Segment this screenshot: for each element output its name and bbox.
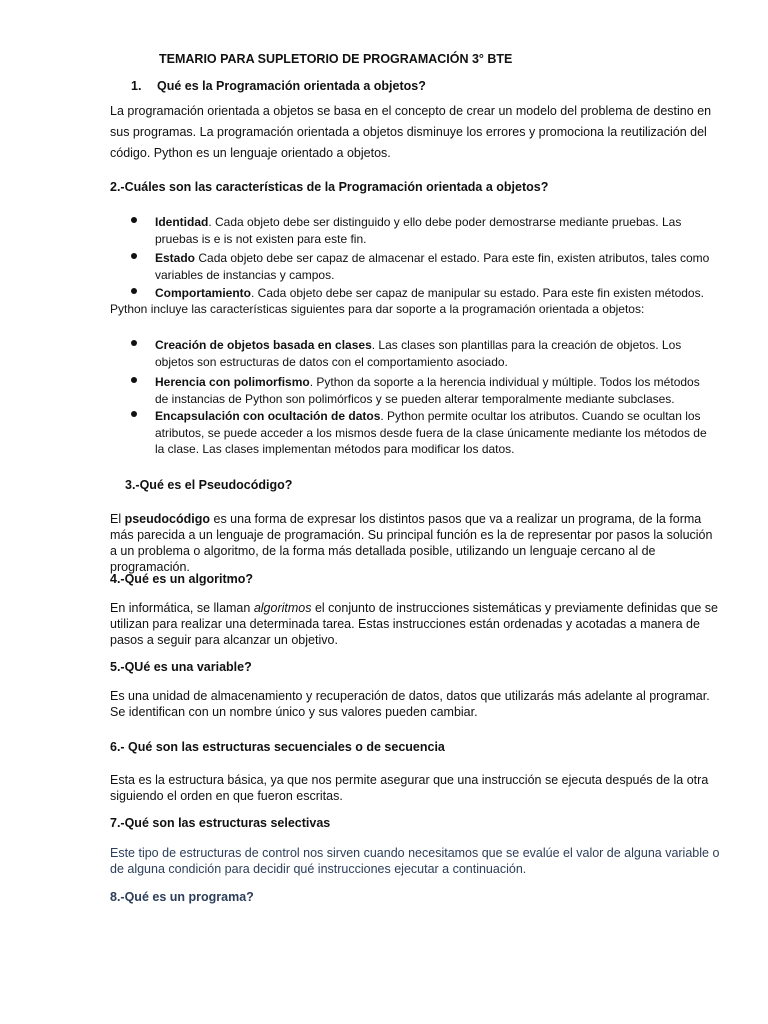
bullet-dot bbox=[131, 253, 137, 259]
answer-term: algoritmos bbox=[253, 601, 312, 615]
bullet-term: Creación de objetos basada en clases bbox=[155, 338, 372, 352]
answer-term: pseudocódigo bbox=[124, 512, 211, 526]
bullet-term: Identidad bbox=[155, 215, 209, 229]
q6-heading: 6.- Qué son las estructuras secuenciales o de secuencia bbox=[110, 740, 445, 754]
bullet-dot bbox=[131, 217, 137, 223]
list-item bbox=[155, 374, 715, 407]
q3-heading: 3.-Qué es el Pseudocódigo? bbox=[125, 478, 293, 492]
q2-heading: 2.-Cuáles son las características de la Programación orientada a objetos? bbox=[110, 180, 549, 194]
bullet-dot bbox=[131, 411, 137, 417]
bullet-text: . Python da soporte a la herencia individual y múltiple. Todos los métodos de instancias de Python son polimórficos y se pueden alterar temporalmente mediante subclases. bbox=[155, 375, 700, 406]
q1-answer: La programación orientada a objetos se basa en el concepto de crear un modelo del problema de destino en sus programas. La programación orientada a objetos disminuye los errores y promociona la reutilización del código. Python es un lenguaje orientado a objetos. bbox=[110, 104, 712, 160]
answer-text: es una forma de expresar los distintos pasos que va a realizar un programa, de la forma más parecida a un lenguaje de programación. Su principal función es la de representar por pasos la solución a un problema o algoritmo, de la forma más detallada posible, utilizando un lenguaje cercano al de programación. bbox=[110, 512, 713, 574]
bullet-text: . Las clases son plantillas para la creación de objetos. Los objetos son estructuras de datos con el comportamiento asociado. bbox=[155, 338, 682, 369]
document-title: TEMARIO PARA SUPLETORIO DE PROGRAMACIÓN 3° BTE bbox=[159, 52, 513, 66]
bullet-dot bbox=[131, 340, 137, 346]
q1-heading: Qué es la Programación orientada a objetos? bbox=[157, 79, 426, 93]
bullet-text: Cada objeto debe ser capaz de almacenar el estado. Para este fin, existen atributos, tales como variables de instancias y campos. bbox=[155, 251, 710, 282]
bullet-term: Herencia con polimorfismo bbox=[155, 375, 310, 389]
q7-answer: Este tipo de estructuras de control nos sirven cuando necesitamos que se evalúe el valor de alguna variable o de alguna condición para decidir qué instrucciones ejecutar a continuación. bbox=[110, 846, 720, 876]
q5-heading: 5.-QUé es una variable? bbox=[110, 660, 252, 674]
q6-answer: Esta es la estructura básica, ya que nos permite asegurar que una instrucción se ejecuta después de la otra siguiendo el orden en que fueron escritas. bbox=[110, 773, 709, 803]
bullet-text: . Cada objeto debe ser distinguido y ello debe poder demostrarse mediante pruebas. Las pruebas is e is not existen para este fin. bbox=[155, 215, 682, 246]
bullet-dot bbox=[131, 288, 137, 294]
list-item bbox=[155, 337, 715, 370]
answer-text: el conjunto de instrucciones sistemáticas y previamente definidas que se utilizan para realizar una determinada tarea. Estas instrucciones están ordenadas y acotadas a manera de pasos a seguir para alcanzar un objetivo. bbox=[110, 601, 718, 647]
bullet-term: Encapsulación con ocultación de datos bbox=[155, 409, 381, 423]
q8-heading: 8.-Qué es un programa? bbox=[110, 890, 254, 904]
bullet-text: . Cada objeto debe ser capaz de manipular su estado. Para este fin existen métodos. bbox=[251, 286, 704, 300]
answer-lead: En informática, se llaman bbox=[110, 601, 254, 615]
python-intro: Python incluye las características siguientes para dar soporte a la programación orientada a objetos: bbox=[110, 302, 645, 316]
bullet-text: . Python permite ocultar los atributos. Cuando se ocultan los atributos, se puede acceder a los mismos desde fuera de la clase únicamente mediante los métodos de la clase. Las clases implementan métodos para modificar los datos. bbox=[155, 409, 707, 456]
bullet-dot bbox=[131, 377, 137, 383]
bullet-term: Estado bbox=[155, 251, 196, 265]
list-item bbox=[155, 250, 715, 283]
q1-number: 1. bbox=[131, 79, 142, 93]
list-item bbox=[155, 214, 715, 247]
q3-answer bbox=[110, 511, 720, 575]
bullet-term: Comportamiento bbox=[155, 286, 251, 300]
q7-heading: 7.-Qué son las estructuras selectivas bbox=[110, 816, 331, 830]
q5-answer: Es una unidad de almacenamiento y recuperación de datos, datos que utilizarás más adelante al programar. Se identifican con un nombre único y sus valores pueden cambiar. bbox=[110, 689, 710, 719]
q4-answer bbox=[110, 600, 720, 648]
answer-lead: El bbox=[110, 512, 125, 526]
q4-heading: 4.-Qué es un algoritmo? bbox=[110, 572, 254, 586]
list-item bbox=[155, 285, 715, 302]
list-item bbox=[155, 408, 715, 458]
